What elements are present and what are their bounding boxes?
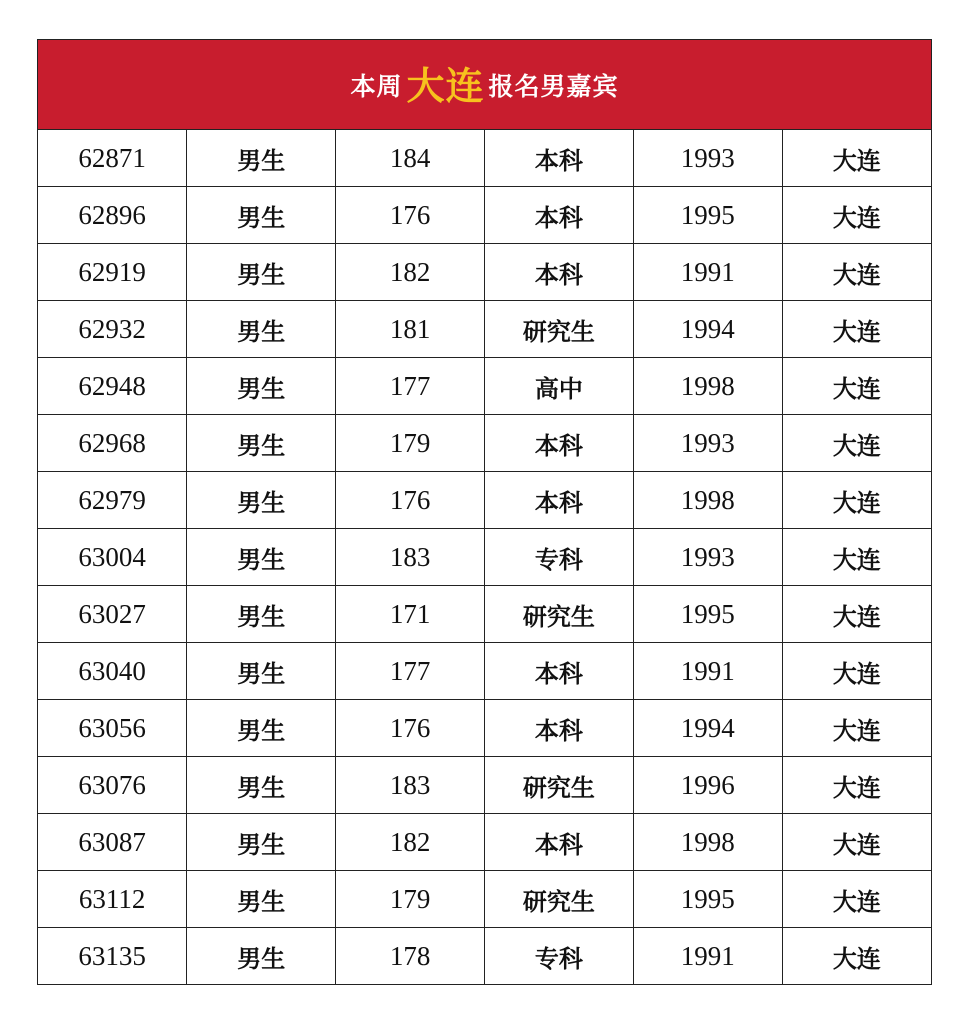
- table-row: [38, 700, 931, 757]
- table-row: [38, 301, 931, 358]
- cell-city: 大连: [782, 586, 931, 643]
- table-row: [38, 757, 931, 814]
- cell-birth-year: 1995: [633, 871, 782, 928]
- cell-height: 171: [336, 586, 485, 643]
- table-row: [38, 472, 931, 529]
- table-row: [38, 928, 931, 985]
- cell-education: 高中: [484, 358, 633, 415]
- cell-education: 本科: [484, 814, 633, 871]
- table-row: [38, 871, 931, 928]
- table-row: [38, 643, 931, 700]
- cell-city: 大连: [782, 529, 931, 586]
- cell-gender: 男生: [187, 871, 336, 928]
- cell-id: 63040: [38, 643, 187, 700]
- cell-birth-year: 1994: [633, 301, 782, 358]
- cell-education: 研究生: [484, 301, 633, 358]
- cell-birth-year: 1994: [633, 700, 782, 757]
- title-banner: [38, 40, 931, 130]
- cell-gender: 男生: [187, 529, 336, 586]
- cell-birth-year: 1998: [633, 472, 782, 529]
- cell-education: 研究生: [484, 757, 633, 814]
- cell-education: 本科: [484, 700, 633, 757]
- cell-education: 本科: [484, 415, 633, 472]
- cell-city: 大连: [782, 472, 931, 529]
- cell-birth-year: 1998: [633, 814, 782, 871]
- cell-height: 179: [336, 415, 485, 472]
- cell-id: 62948: [38, 358, 187, 415]
- title-suffix: 报名男嘉宾: [488, 71, 619, 101]
- cell-height: 178: [336, 928, 485, 985]
- cell-gender: 男生: [187, 586, 336, 643]
- cell-id: 62919: [38, 244, 187, 301]
- cell-birth-year: 1991: [633, 643, 782, 700]
- table-row: [38, 358, 931, 415]
- cell-education: 本科: [484, 472, 633, 529]
- cell-id: 62871: [38, 130, 187, 187]
- cell-education: 研究生: [484, 871, 633, 928]
- cell-gender: 男生: [187, 301, 336, 358]
- guest-list-sheet: [37, 39, 932, 985]
- cell-height: 182: [336, 244, 485, 301]
- cell-id: 62896: [38, 187, 187, 244]
- cell-gender: 男生: [187, 415, 336, 472]
- cell-city: 大连: [782, 244, 931, 301]
- cell-gender: 男生: [187, 472, 336, 529]
- cell-height: 183: [336, 529, 485, 586]
- cell-education: 本科: [484, 187, 633, 244]
- cell-id: 62968: [38, 415, 187, 472]
- cell-height: 179: [336, 871, 485, 928]
- table-row: [38, 130, 931, 187]
- cell-education: 本科: [484, 130, 633, 187]
- cell-city: 大连: [782, 358, 931, 415]
- cell-height: 176: [336, 472, 485, 529]
- cell-education: 专科: [484, 529, 633, 586]
- cell-height: 176: [336, 187, 485, 244]
- cell-birth-year: 1991: [633, 244, 782, 301]
- table-row: [38, 586, 931, 643]
- cell-gender: 男生: [187, 187, 336, 244]
- cell-city: 大连: [782, 643, 931, 700]
- title-city-highlight: 大连: [406, 63, 485, 108]
- table-row: [38, 244, 931, 301]
- cell-height: 177: [336, 358, 485, 415]
- cell-birth-year: 1996: [633, 757, 782, 814]
- cell-id: 63135: [38, 928, 187, 985]
- cell-gender: 男生: [187, 130, 336, 187]
- cell-height: 182: [336, 814, 485, 871]
- cell-city: 大连: [782, 301, 931, 358]
- cell-city: 大连: [782, 130, 931, 187]
- cell-id: 62979: [38, 472, 187, 529]
- cell-city: 大连: [782, 871, 931, 928]
- cell-gender: 男生: [187, 928, 336, 985]
- cell-gender: 男生: [187, 643, 336, 700]
- guest-table-body: [38, 130, 931, 984]
- table-row: [38, 415, 931, 472]
- cell-education: 本科: [484, 244, 633, 301]
- cell-height: 183: [336, 757, 485, 814]
- cell-height: 184: [336, 130, 485, 187]
- cell-city: 大连: [782, 814, 931, 871]
- cell-gender: 男生: [187, 244, 336, 301]
- cell-id: 63027: [38, 586, 187, 643]
- title-prefix: 本周: [350, 71, 403, 101]
- cell-id: 62932: [38, 301, 187, 358]
- cell-birth-year: 1993: [633, 130, 782, 187]
- cell-city: 大连: [832, 944, 881, 973]
- cell-birth-year: 1993: [633, 415, 782, 472]
- cell-city: 大连: [782, 415, 931, 472]
- cell-city: 大连: [782, 187, 931, 244]
- cell-height: 181: [336, 301, 485, 358]
- table-row: [38, 187, 931, 244]
- cell-birth-year: 1998: [633, 358, 782, 415]
- table-row: [38, 529, 931, 586]
- cell-height: 177: [336, 643, 485, 700]
- cell-id: 63004: [38, 529, 187, 586]
- table-row: [38, 814, 931, 871]
- cell-city: 大连: [782, 757, 931, 814]
- cell-birth-year: 1993: [633, 529, 782, 586]
- cell-gender: 男生: [187, 814, 336, 871]
- cell-education: 研究生: [484, 586, 633, 643]
- cell-id: 63076: [38, 757, 187, 814]
- cell-birth-year: 1991: [633, 928, 782, 985]
- cell-height: 176: [336, 700, 485, 757]
- cell-id: 63056: [38, 700, 187, 757]
- cell-birth-year: 1995: [633, 586, 782, 643]
- cell-birth-year: 1995: [633, 187, 782, 244]
- cell-education: 本科: [484, 643, 633, 700]
- cell-id: 63112: [38, 871, 187, 928]
- guest-table: [38, 130, 931, 984]
- cell-city: 大连: [782, 700, 931, 757]
- cell-gender: 男生: [187, 757, 336, 814]
- cell-education: 专科: [484, 928, 633, 985]
- cell-gender: 男生: [187, 700, 336, 757]
- cell-id: 63087: [38, 814, 187, 871]
- cell-gender: 男生: [187, 358, 336, 415]
